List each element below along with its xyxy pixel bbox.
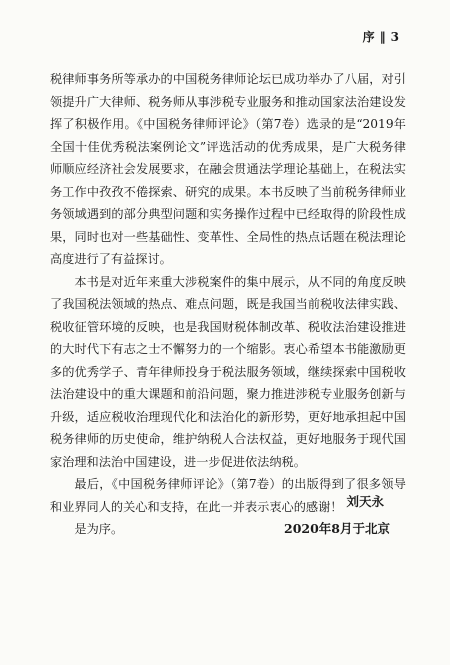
- section-title: 序: [362, 30, 376, 44]
- page-number: 3: [390, 30, 400, 44]
- paragraph-continued: 税律师事务所等承办的中国税务律师论坛已成功举办了八届，对引领提升广大律师、税务师从事涉税专业服务和推动国家法治建设发挥了积极作用。《中国税务律师评论》（第7卷）选录的是“2019年全国十佳优秀税法案例论文”评选活动的优秀成果，是广大税务律师顺应经济社会发展要求，在融会贯通法学理论基础上，在税法实务工作中孜孜不倦探索、研究的成果。本书反映了当前税务律师业务领域遇到的部分典型问题和实务操作过程中已经取得的阶段性成果，同时也对一些基础性、变革性、全局性的热点话题在税法理论高度进行了有益探讨。: [50, 72, 406, 266]
- running-head: [363, 28, 400, 45]
- header-separator: ‖: [379, 30, 387, 44]
- author-name: 刘天永: [346, 494, 384, 509]
- date-place: 2020年8月于北京: [284, 521, 390, 536]
- signature-block: [284, 488, 390, 542]
- paragraph: 最后，《中国税务律师评论》（第7卷）的出版得到了很多领导和业界同人的关心和支持，在此一并表示衷心的感谢！: [50, 477, 406, 514]
- paragraph: 是为序。: [74, 522, 124, 536]
- paragraph: 本书是对近年来重大涉税案件的集中展示，从不同的角度反映了我国税法领域的热点、难点问题，既是我国当前税收法律实践、税收征管环境的反映，也是我国财税体制改革、税收法治建设推进的大时代下有志之士不懈努力的一个缩影。衷心希望本书能激励更多的优秀学子、青年律师投身于税法服务领域，继续探索中国税收法治建设中的重大课题和前沿问题，聚力推进涉税专业服务创新与升级，适应税收治理现代化和法治化的新形势，更好地承担起中国税务律师的历史使命，维护纳税人合法权益，更好地服务于现代国家治理和法治中国建设，进一步促进依法纳税。: [50, 274, 406, 469]
- preface-body: [50, 68, 406, 541]
